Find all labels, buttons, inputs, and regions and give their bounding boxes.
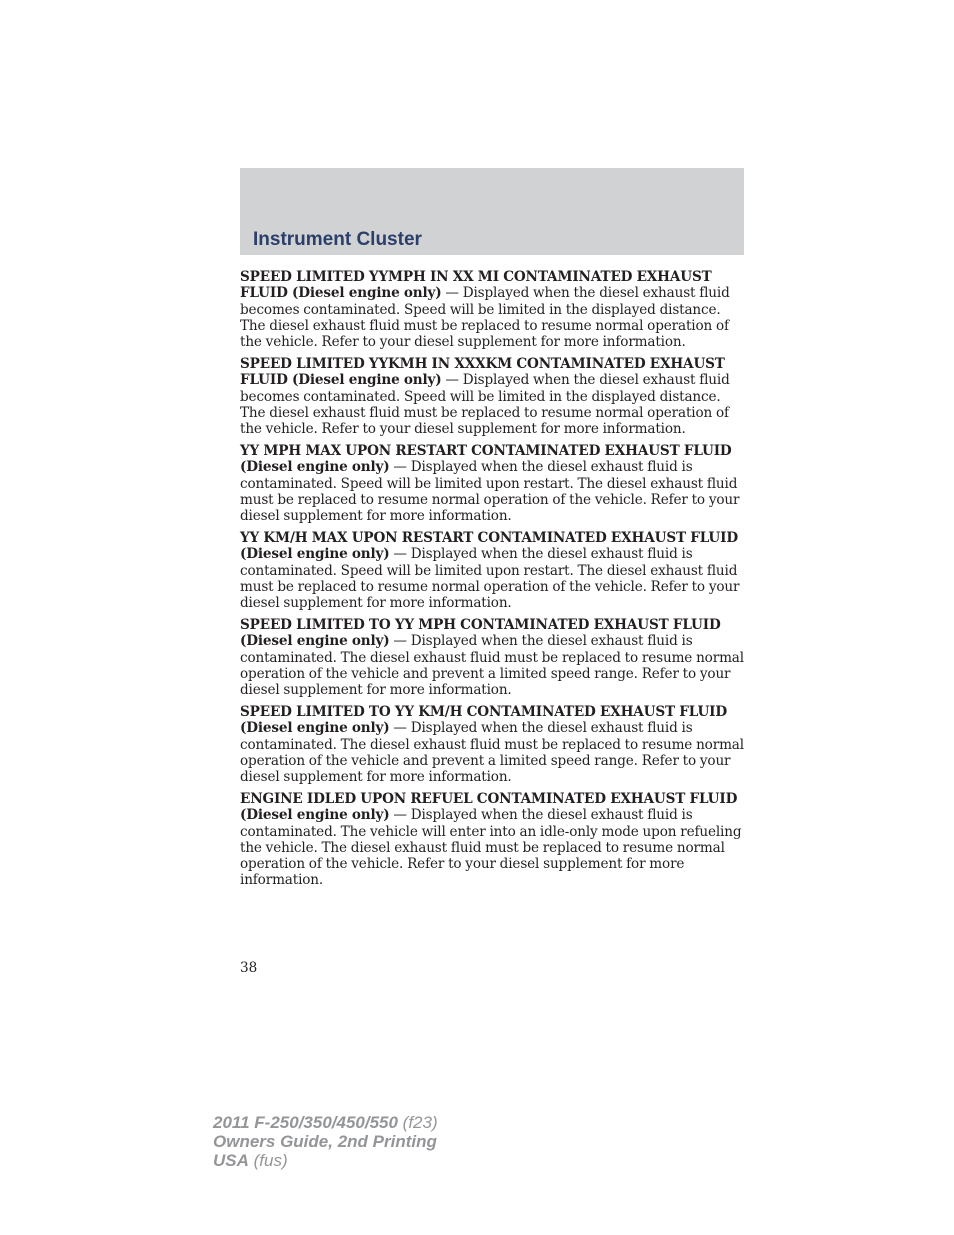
document-footer	[213, 1113, 438, 1170]
message-description: — Displayed when the diesel exhaust fluid becomes contaminated. Speed will be limited in the displayed distance. The diesel exhaust fluid must be replaced to resume normal operation of the vehicle. Refer to your diesel supplement for more information.	[240, 372, 730, 438]
message-entry	[240, 530, 744, 611]
message-label: SPEED LIMITED YYKMH IN XXXKM CONTAMINATED EXHAUST FLUID (Diesel engine only)	[240, 355, 725, 389]
message-label: YY MPH MAX UPON RESTART CONTAMINATED EXHAUST FLUID (Diesel engine only)	[240, 442, 732, 476]
message-entry	[240, 443, 744, 524]
message-entry	[240, 269, 744, 350]
footer-line-market	[213, 1151, 438, 1170]
message-label: ENGINE IDLED UPON REFUEL CONTAMINATED EXHAUST FLUID (Diesel engine only)	[240, 790, 738, 824]
page-number: 38	[240, 960, 258, 976]
message-description: — Displayed when the diesel exhaust fluid is contaminated. Speed will be limited upon restart. The diesel exhaust fluid must be replaced to resume normal operation of the vehicle. Refer to your diesel supplement for more information.	[240, 459, 740, 525]
footer-model-code: (f23)	[397, 1113, 438, 1132]
message-entry	[240, 356, 744, 437]
message-entry	[240, 704, 744, 785]
footer-line-guide: Owners Guide, 2nd Printing	[213, 1132, 437, 1151]
footer-market: USA	[213, 1151, 249, 1170]
body-content	[240, 269, 744, 894]
message-entry	[240, 791, 744, 889]
message-description: — Displayed when the diesel exhaust fluid is contaminated. The diesel exhaust fluid must be replaced to resume normal operation of the vehicle and prevent a limited speed range. Refer to your diesel supplement for more information.	[240, 633, 744, 699]
message-entry	[240, 617, 744, 698]
message-description: — Displayed when the diesel exhaust fluid becomes contaminated. Speed will be limited in the displayed distance. The diesel exhaust fluid must be replaced to resume normal operation of the vehicle. Refer to your diesel supplement for more information.	[240, 285, 730, 351]
footer-market-code: (fus)	[248, 1151, 288, 1170]
section-header-band	[240, 168, 744, 255]
footer-model: 2011 F-250/350/450/550	[213, 1113, 398, 1132]
section-title: Instrument Cluster	[253, 229, 422, 250]
message-label: SPEED LIMITED TO YY KM/H CONTAMINATED EXHAUST FLUID (Diesel engine only)	[240, 703, 728, 737]
message-description: — Displayed when the diesel exhaust fluid is contaminated. The vehicle will enter into an idle-only mode upon refueling the vehicle. The diesel exhaust fluid must be replaced to resume normal operation of the vehicle. Refer to your diesel supplement for more information.	[240, 807, 742, 889]
message-label: SPEED LIMITED TO YY MPH CONTAMINATED EXHAUST FLUID (Diesel engine only)	[240, 616, 721, 650]
message-description: — Displayed when the diesel exhaust fluid is contaminated. Speed will be limited upon restart. The diesel exhaust fluid must be replaced to resume normal operation of the vehicle. Refer to your diesel supplement for more information.	[240, 546, 740, 612]
message-description: — Displayed when the diesel exhaust fluid is contaminated. The diesel exhaust fluid must be replaced to resume normal operation of the vehicle and prevent a limited speed range. Refer to your diesel supplement for more information.	[240, 720, 744, 786]
message-label: SPEED LIMITED YYMPH IN XX MI CONTAMINATED EXHAUST FLUID (Diesel engine only)	[240, 269, 712, 302]
message-label: YY KM/H MAX UPON RESTART CONTAMINATED EXHAUST FLUID (Diesel engine only)	[240, 529, 738, 563]
footer-line-model	[213, 1113, 438, 1132]
